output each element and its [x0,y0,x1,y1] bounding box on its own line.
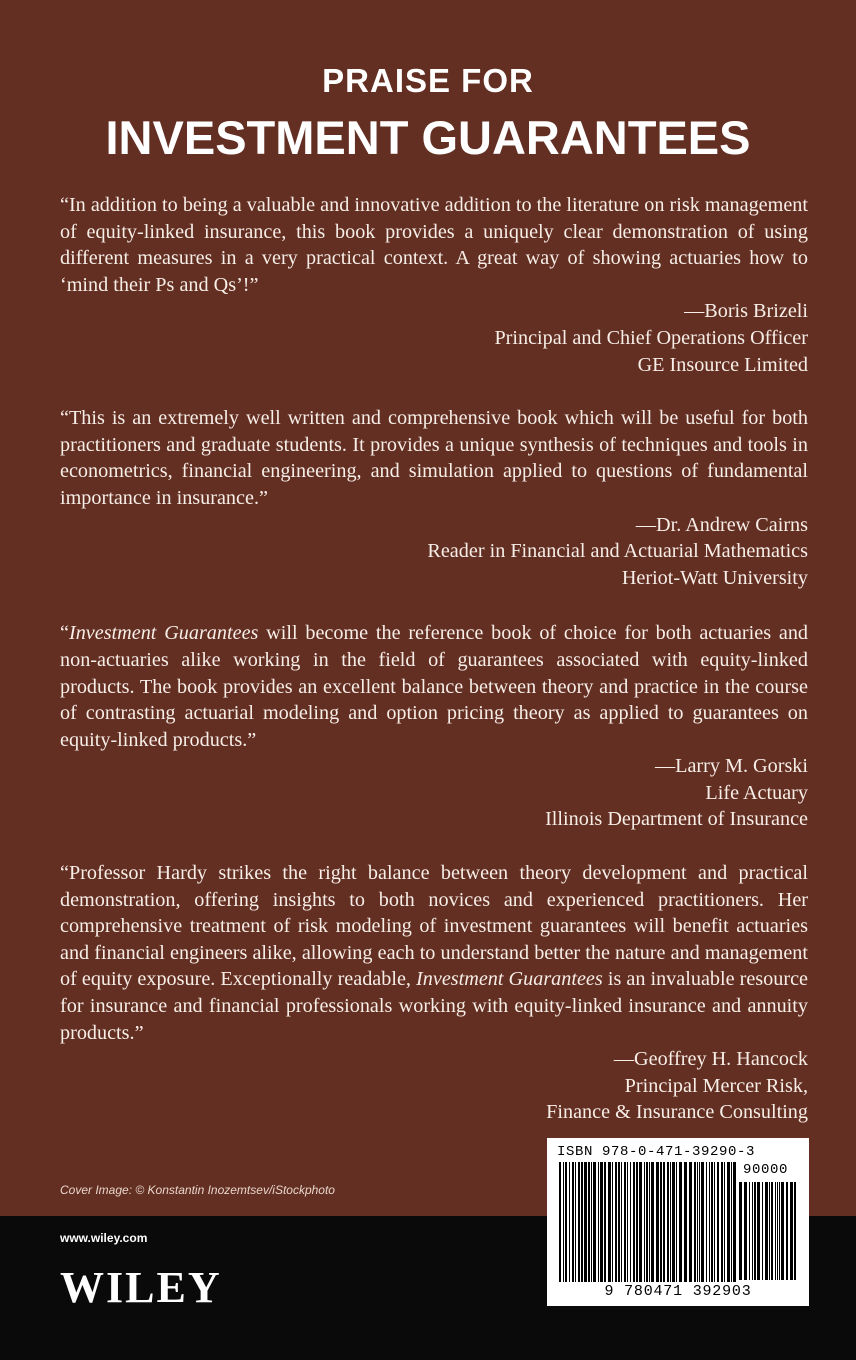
barcode-bar [660,1162,662,1282]
quote-text [60,620,808,753]
barcode-bar [790,1182,793,1280]
barcode-bar [581,1162,583,1282]
attribution-title: Principal and Chief Operations Officer [494,326,808,349]
attribution-name: —Boris Brizeli [684,300,808,323]
barcode-bar [559,1162,561,1282]
barcode-bar [598,1162,599,1282]
quote-body-b: is an invaluable resource for insurance and financial professionals working with equity-linked insurance and annuity products.” [60,968,808,1044]
book-title: INVESTMENT GUARANTEES [105,111,751,164]
attribution-title: Life Actuary [705,781,808,804]
barcode-bar [731,1162,732,1282]
barcode-bar [584,1162,587,1282]
barcode-bar [656,1162,659,1282]
attribution [60,298,808,378]
barcode-bar [608,1162,611,1282]
publisher-url: www.wiley.com [60,1231,148,1245]
barcode-bar [627,1162,628,1282]
barcode-bar [717,1162,719,1282]
book-title-italic: Investment Guarantees [68,622,259,645]
book-title-italic: Investment Guarantees [416,968,603,991]
barcode-bar [754,1182,756,1280]
barcode-bar [633,1162,635,1282]
barcode-bar [612,1162,613,1282]
attribution-name: —Larry M. Gorski [654,755,808,778]
barcode-bar [762,1182,763,1280]
barcode-bar [779,1182,780,1280]
quote-block-1 [60,192,808,378]
addon-barcode-bars [739,1182,799,1280]
barcode-bar [639,1162,642,1282]
barcode-bar [672,1162,675,1282]
barcode-bar [765,1182,768,1280]
barcode-bar [600,1162,603,1282]
barcode-bar [649,1162,650,1282]
barcode-bar [667,1162,669,1282]
barcode-bar [739,1182,742,1280]
barcode-bar [744,1182,747,1280]
barcode-bar [591,1162,592,1282]
barcode-bar [644,1162,645,1282]
barcode-bar [621,1162,622,1282]
barcode-bar [711,1162,713,1282]
attribution-org: Heriot-Watt University [621,566,808,589]
ean-number: 9 780471 392903 [604,1283,752,1300]
barcode-bar [565,1162,567,1282]
price-code: 90000 [743,1162,789,1178]
barcode-bar [694,1162,696,1282]
barcode-bar [676,1162,677,1282]
barcode-bar [604,1162,606,1282]
attribution-org: Illinois Department of Insurance [545,808,808,831]
attribution-org: Finance & Insurance Consulting [546,1101,808,1124]
barcode-bar [651,1162,654,1282]
barcode-bar [721,1162,723,1282]
barcode-bar [569,1162,570,1282]
cover-image-credit: Cover Image: © Konstantin Inozemtsev/iStockphoto [60,1183,335,1197]
barcode-bar [724,1162,725,1282]
barcode-panel [547,1138,809,1306]
barcode-bar [706,1162,707,1282]
barcode-bar [618,1162,620,1282]
barcode-bar [777,1182,778,1280]
barcode-bar [749,1182,750,1280]
attribution [60,1046,808,1126]
attribution-org: GE Insource Limited [637,353,808,376]
wiley-logo: WILEY [60,1263,222,1312]
quote-block-4 [60,860,808,1126]
quote-body-a: “Professor Hardy strikes the right balance between theory development and practical demonstration, offering insights to both novices and experienced practitioners. Her comprehensive treatment of risk modeling of investment guarantees will benefit actuaries and financial engineers alike, allowing each to understand better the nature and management of equity exposure. Exceptionally readable, [60,862,808,991]
barcode-bar [572,1162,574,1282]
quote-text: “In addition to being a valuable and innovative addition to the literature on risk management of equity-linked insurance, this book provides a uniquely clear demonstration of using different measures in a very practical context. A great way of showing actuaries how to ‘mind their Ps and Qs’!” [60,194,808,296]
barcode-bar [663,1162,665,1282]
praise-heading: PRAISE FOR [322,62,534,99]
barcode-bar [781,1182,784,1280]
barcode-bars [559,1162,739,1282]
attribution-name: —Geoffrey H. Hancock [613,1048,808,1071]
barcode-bar [689,1162,692,1282]
barcode-bar [709,1162,710,1282]
barcode-bar [636,1162,638,1282]
barcode-bar [578,1162,580,1282]
barcode-bar [593,1162,596,1282]
quote-text [60,860,808,1046]
praise-quotes [60,192,808,1153]
attribution-title: Reader in Financial and Actuarial Mathematics [427,540,808,563]
attribution [60,512,808,592]
quote-open: “ [60,622,69,645]
barcode-bar [630,1162,631,1282]
barcode-bar [752,1182,753,1280]
barcode-bar [588,1162,590,1282]
quote-body: will become the reference book of choice for both actuaries and non-actuaries alike working in the field of guarantees associated with equity-linked products. The book provides an excellent balance between theory and practice in the course of contrasting actuarial modeling and option pricing theory as applied to guarantees on equity-linked products.” [60,622,809,751]
barcode-bar [757,1182,760,1280]
attribution-title: Principal Mercer Risk, [624,1074,808,1097]
quote-text: “This is an extremely well written and comprehensive book which will be useful for both practitioners and graduate students. It provides a unique synthesis of techniques and tools in econometrics, financial engineering, and simulation applied to questions of fundamental importance in insurance.” [60,407,808,509]
barcode-bar [775,1182,776,1280]
barcode-bar [701,1162,704,1282]
quote-block-2 [60,405,808,591]
attribution-name: —Dr. Andrew Cairns [635,513,808,536]
barcode-bar [786,1182,788,1280]
attribution [60,753,808,833]
isbn-label: ISBN 978-0-471-39290-3 [557,1144,756,1160]
barcode-bar [727,1162,730,1282]
barcode-bar [697,1162,698,1282]
barcode-bar [771,1182,773,1280]
barcode-bar [769,1182,770,1280]
barcode-bar [679,1162,682,1282]
barcode-bar [714,1162,715,1282]
barcode-bar [733,1162,736,1282]
barcode-bar [624,1162,626,1282]
barcode-bar [794,1182,796,1280]
barcode-bar [699,1162,700,1282]
quote-block-3 [60,620,808,833]
barcode-bar [670,1162,671,1282]
barcode-bar [575,1162,576,1282]
barcode-bar [646,1162,648,1282]
barcode-bar [615,1162,617,1282]
barcode-bar [684,1162,687,1282]
barcode-bar [563,1162,564,1282]
